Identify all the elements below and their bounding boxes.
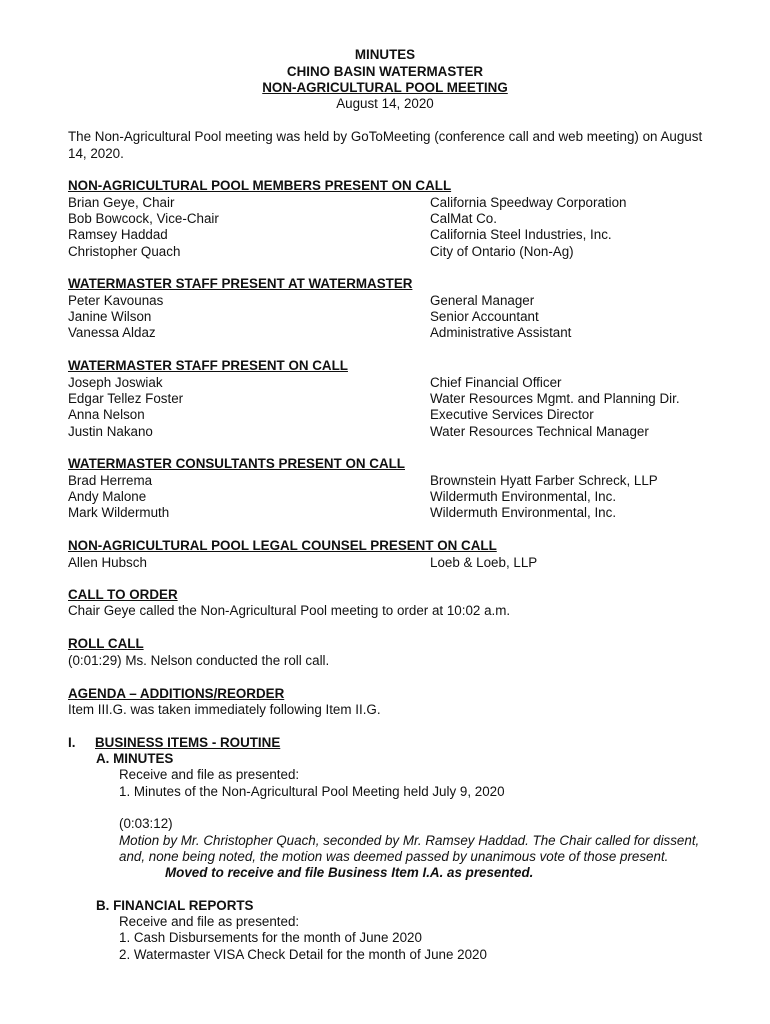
staff-title: Administrative Assistant (430, 325, 572, 340)
staff-name: Anna Nelson (68, 407, 145, 422)
staff-name: Joseph Joswiak (68, 375, 163, 390)
motion-timestamp: (0:03:12) (119, 816, 173, 831)
member-name: Ramsey Haddad (68, 227, 168, 242)
financial-reports-item-1: 1. Cash Disbursements for the month of June 2020 (119, 930, 422, 945)
organization-name: CHINO BASIN WATERMASTER (286, 64, 484, 79)
consultant-name: Mark Wildermuth (68, 505, 170, 520)
staff-title: Water Resources Mgmt. and Planning Dir. (430, 391, 680, 406)
business-items-heading: BUSINESS ITEMS - ROUTINE (95, 735, 281, 750)
roll-call-heading: ROLL CALL (68, 636, 144, 651)
staff-name: Justin Nakano (68, 424, 153, 439)
intro-text-line-1: The Non-Agricultural Pool meeting was held by GoToMeeting (conference call and web meeting) on August (68, 129, 703, 144)
staff-name: Janine Wilson (68, 309, 152, 324)
financial-reports-intro: Receive and file as presented: (119, 914, 300, 929)
staff-title: Senior Accountant (430, 309, 539, 324)
members-heading: NON-AGRICULTURAL POOL MEMBERS PRESENT ON CALL (68, 178, 452, 193)
minutes-intro: Receive and file as presented: (119, 767, 300, 782)
member-affiliation: California Steel Industries, Inc. (430, 227, 612, 242)
legal-counsel-heading: NON-AGRICULTURAL POOL LEGAL COUNSEL PRESENT ON CALL (68, 538, 497, 553)
call-to-order-text: Chair Geye called the Non-Agricultural Pool meeting to order at 10:02 a.m. (68, 603, 511, 618)
call-to-order-heading: CALL TO ORDER (68, 587, 178, 602)
staff-title: Water Resources Technical Manager (430, 424, 649, 439)
consultant-firm: Wildermuth Environmental, Inc. (430, 505, 617, 520)
minutes-subheading: A. MINUTES (96, 751, 174, 766)
financial-reports-item-2: 2. Watermaster VISA Check Detail for the month of June 2020 (119, 947, 487, 962)
staff-on-call-heading: WATERMASTER STAFF PRESENT ON CALL (68, 358, 348, 373)
staff-at-watermaster-heading: WATERMASTER STAFF PRESENT AT WATERMASTER (68, 276, 413, 291)
meeting-name: NON-AGRICULTURAL POOL MEETING (262, 80, 508, 95)
counsel-name: Allen Hubsch (68, 555, 147, 570)
intro-text-line-2: 14, 2020. (68, 146, 124, 161)
motion-text-line-2: and, none being noted, the motion was deemed passed by unanimous vote of those present. (119, 849, 669, 864)
staff-name: Vanessa Aldaz (68, 325, 156, 340)
member-name: Bob Bowcock, Vice-Chair (68, 211, 219, 226)
member-name: Christopher Quach (68, 244, 181, 259)
staff-title: General Manager (430, 293, 535, 308)
document-title: MINUTES (354, 47, 416, 62)
staff-title: Chief Financial Officer (430, 375, 562, 390)
agenda-heading: AGENDA – ADDITIONS/REORDER (68, 686, 285, 701)
motion-result: Moved to receive and file Business Item I.A. as presented. (165, 865, 534, 880)
staff-name: Peter Kavounas (68, 293, 164, 308)
staff-name: Edgar Tellez Foster (68, 391, 184, 406)
financial-reports-subheading: B. FINANCIAL REPORTS (96, 898, 254, 913)
staff-title: Executive Services Director (430, 407, 594, 422)
member-affiliation: City of Ontario (Non-Ag) (430, 244, 574, 259)
consultants-heading: WATERMASTER CONSULTANTS PRESENT ON CALL (68, 456, 405, 471)
consultant-name: Andy Malone (68, 489, 147, 504)
roll-call-text: (0:01:29) Ms. Nelson conducted the roll call. (68, 653, 330, 668)
meeting-date: August 14, 2020 (336, 96, 434, 111)
member-affiliation: California Speedway Corporation (430, 195, 627, 210)
minutes-item-1: 1. Minutes of the Non-Agricultural Pool Meeting held July 9, 2020 (119, 784, 505, 799)
consultant-firm: Wildermuth Environmental, Inc. (430, 489, 617, 504)
consultant-name: Brad Herrema (68, 473, 153, 488)
motion-text-line-1: Motion by Mr. Christopher Quach, seconded by Mr. Ramsey Haddad. The Chair called for dissent, (119, 833, 700, 848)
agenda-text: Item III.G. was taken immediately following Item II.G. (68, 702, 381, 717)
business-items-numeral: I. (68, 735, 76, 750)
member-affiliation: CalMat Co. (430, 211, 497, 226)
consultant-firm: Brownstein Hyatt Farber Schreck, LLP (430, 473, 658, 488)
counsel-firm: Loeb & Loeb, LLP (430, 555, 538, 570)
member-name: Brian Geye, Chair (68, 195, 175, 210)
